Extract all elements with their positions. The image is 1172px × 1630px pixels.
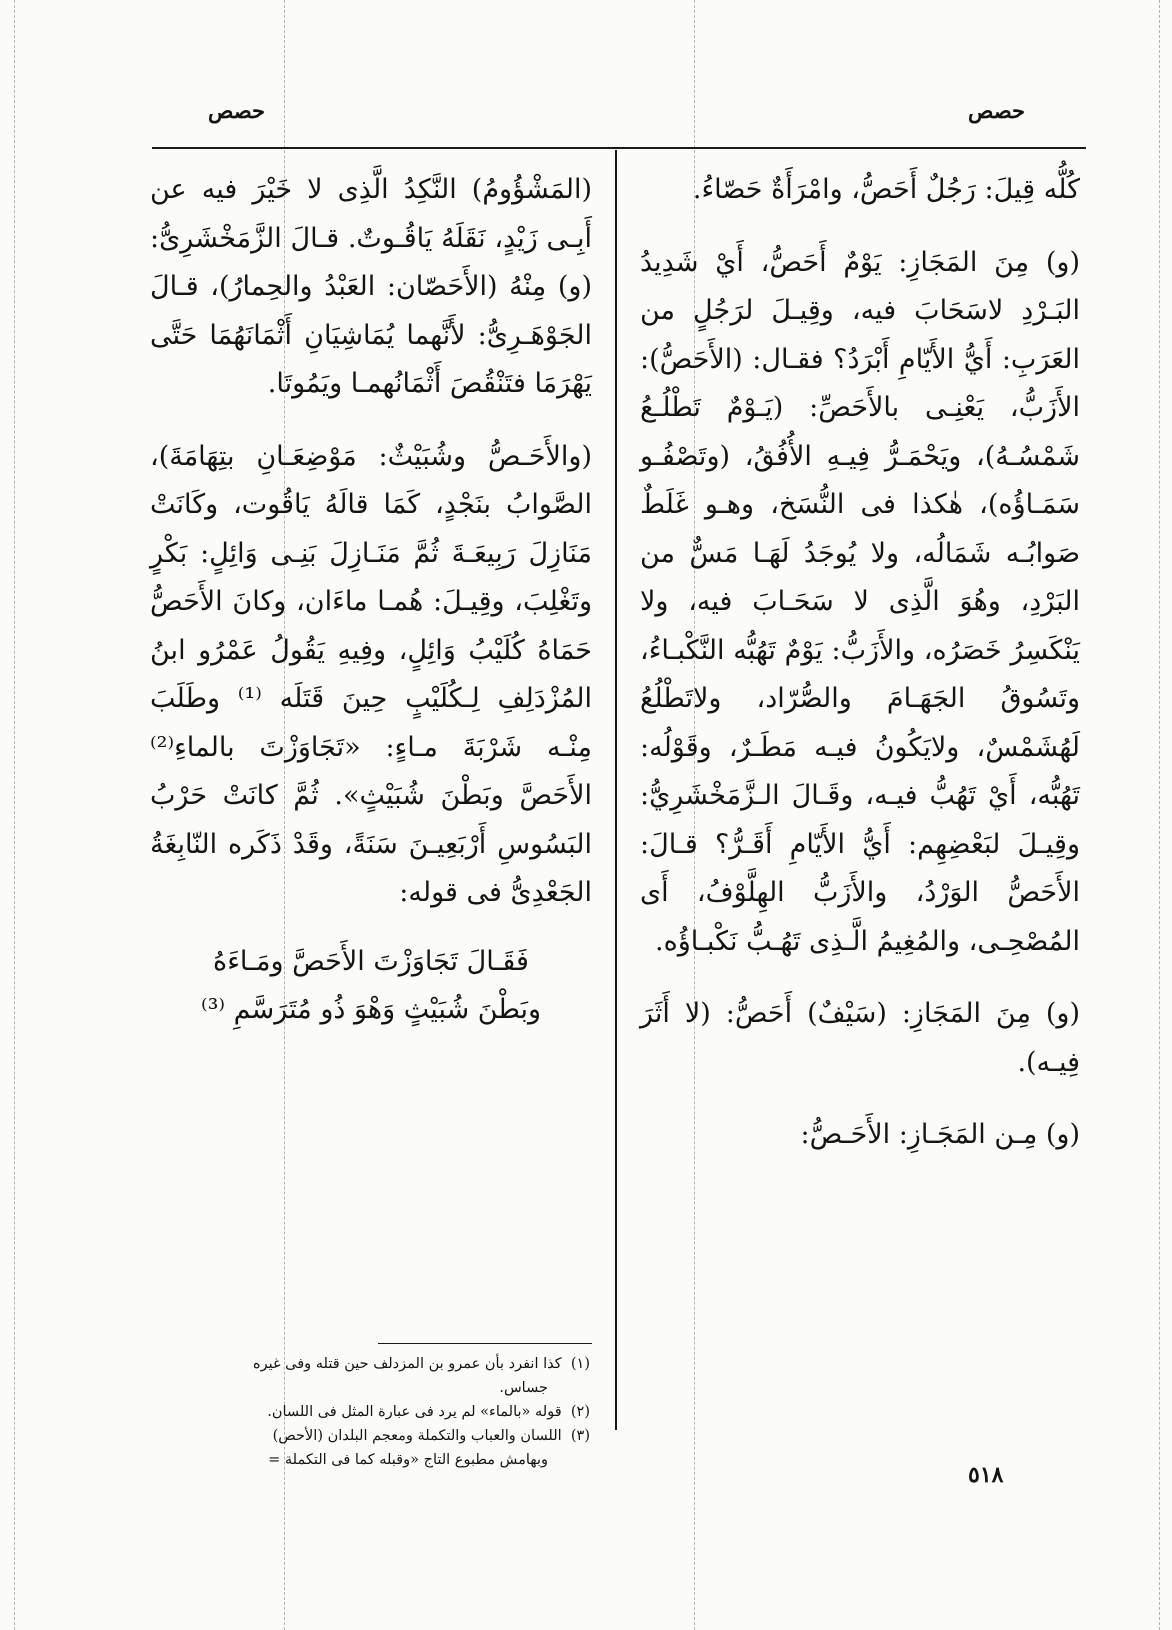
page-number: ٥١٨	[968, 1462, 1004, 1488]
column-divider	[615, 150, 617, 1430]
footnotes	[148, 1352, 590, 1472]
verse-line: وبَطْنَ شُبَيْثٍ وَهْوَ ذُو مُتَرَسَّمِ ⁽³⁾	[200, 994, 542, 1025]
footnote	[148, 1352, 590, 1376]
left-column	[150, 166, 592, 1035]
footnote-continuation: وبهامش مطبوع التاج «وقبله كما فى التكملة =	[268, 1452, 548, 1468]
paragraph: (و) مِنَ المَجَازِ: (سَيْفٌ) أَحَصُّ: (لا أَثَرَ فِيـه).	[640, 998, 1080, 1078]
footnote-number: (٢)	[570, 1404, 590, 1420]
footnote	[148, 1424, 590, 1448]
paragraph: (المَشْؤُومُ) النَّكِدُ الَّذِى لا خَيْرَ فيه عن أَبِـى زَيْدٍ، نَقَلَهُ يَاقُـوتٌ. قـالَ الزَّمَخْشَرِىُّ: (و) مِنْهُ (الأَحَصّان: العَبْدُ والحِمارُ)، قـالَ الجَوْهَـرِىُّ: لأَنَّهما يُمَاشِيَانِ أَثْمَانَهُمَا حَتَّى يَهْرَمَا فتَنْقُصَ أَثْمَانُهمـا ويَمُوتَا.	[150, 174, 592, 399]
footnote-continuation: جساس.	[499, 1380, 548, 1396]
paragraph: (و) مِـن المَجَـازِ: الأَحَـصُّ:	[800, 1119, 1080, 1150]
running-header-right: حصص	[968, 98, 1025, 123]
footnote-text: كذا انفرد بأن عمرو بن المزدلف حين قتله وفى غيره	[252, 1356, 562, 1372]
verse-line: فَقَـالَ تَجَاوَزْتَ الأَحَصَّ ومَـاءَهُ	[213, 945, 529, 977]
paragraph: (والأَحَـصُّ وشُبَيْثٌ: مَوْضِعَـانِ بتِهَامَةَ)، الصَّوابُ بنَجْدٍ، كَمَا قالَهُ يَاقُوت، وكَانَتْ مَنَازِلَ رَبِيعَـةَ ثُمَّ مَنَـازِلَ بَنِـى وَائِلٍ: بَكْرٍ وتَغْلِبَ، وقِيـلَ: هُمـا ماءَان، وكانَ الأَحَصُّ حَمَاهُ كُلَيْبُ وَائِلٍ، وفِيهِ يَقُولُ عَمْرُو ابنُ المُزْدَلِفِ لِـكُلَيْبٍ حِينَ قَتَلَه ⁽¹⁾ وطَلَبَ مِنْـه شَرْبَةَ مـاءٍ: «تَجَاوَزْتَ بالماءِ⁽²⁾ الأَحَصَّ وبَطْنَ شُبَيْثٍ». ثُمَّ كانَتْ حَرْبُ البَسُوسِ أَرْبَعِيـنَ سَنَةً، وقَدْ ذَكَره النّابِغَةُ الجَعْدِىُّ فى قوله:	[150, 440, 592, 908]
footnote-text: اللسان والعباب والتكملة ومعجم البلدان (الأحص)	[272, 1428, 562, 1444]
footnote-number: (٣)	[570, 1428, 590, 1444]
header-rule	[152, 147, 1086, 149]
scan-guide-line	[14, 0, 15, 1630]
running-header-left: حصص	[208, 98, 265, 123]
paragraph: (و) مِنَ المَجَازِ: يَوْمٌ أَحَصُّ، أَيْ شَدِيدُ البَـرْدِ لاسَحَابَ فيه، وقِيـلَ لرَجُلٍ من العَرَبِ: أَيُّ الأَيّامِ أَبْرَدُ؟ فقـال: (الأَحَصُّ): الأَزَبُّ، يَعْنِـى بالأَحَصِّ: (يَـوْمٌ تَطْلُـعُ شَمْسُـهُ)، ويَحْمَـرُّ فِيـهِ الأُفُقُ، (وتَصْفُـو سَمَـاؤُه)، هٰكذا فى النُّسَخ، وهـو غَلَطٌ صَوابُـه شَمَالُه، ولا يُوجَدُ لَهَـا مَسٌّ من البَرْدِ، وهُوَ الَّذِى لا سَحَـابَ فيه، ولا يَنْكَسِرُ خَصَرُه، والأَزَبُّ: يَوْمٌ تَهُبُّه النَّكْبـاءُ، وتَسُوقُ الجَهَـامَ والصُّرّاد، ولاتَطْلُعُ لَهُشَمْسٌ، ولايَكُونُ فيـه مَطَـرٌ، وقَوْلُه: تَهُبُّه، أَيْ تَهُبُّ فيـه، وقَـالَ الـزَّمَخْشَرِيُّ: وقِيـلَ لبَعْضِهِم: أَيُّ الأَيّامِ أَقَـرُّ؟ قـالَ: الأَحَصُّ الوَرْدُ، والأَزَبُّ الهِلَّوْفُ، أَى المُصْحِـى، والمُغِيمُ الَّـذِى تَهُـبُّ نَكْبـاؤُه.	[640, 246, 1080, 957]
footnote-rule	[378, 1343, 592, 1344]
scan-guide-line	[1159, 0, 1160, 1630]
footnote	[148, 1400, 590, 1424]
right-column	[640, 166, 1080, 1160]
footnote-text: قوله «بالماء» لم يرد فى عبارة المثل فى اللسان.	[267, 1404, 562, 1420]
paragraph: كُلُّه قِيلَ: رَجُلٌ أَحَصُّ، وامْرَأَةٌ حَصّاءُ.	[692, 174, 1080, 205]
footnote-number: (١)	[570, 1356, 590, 1372]
